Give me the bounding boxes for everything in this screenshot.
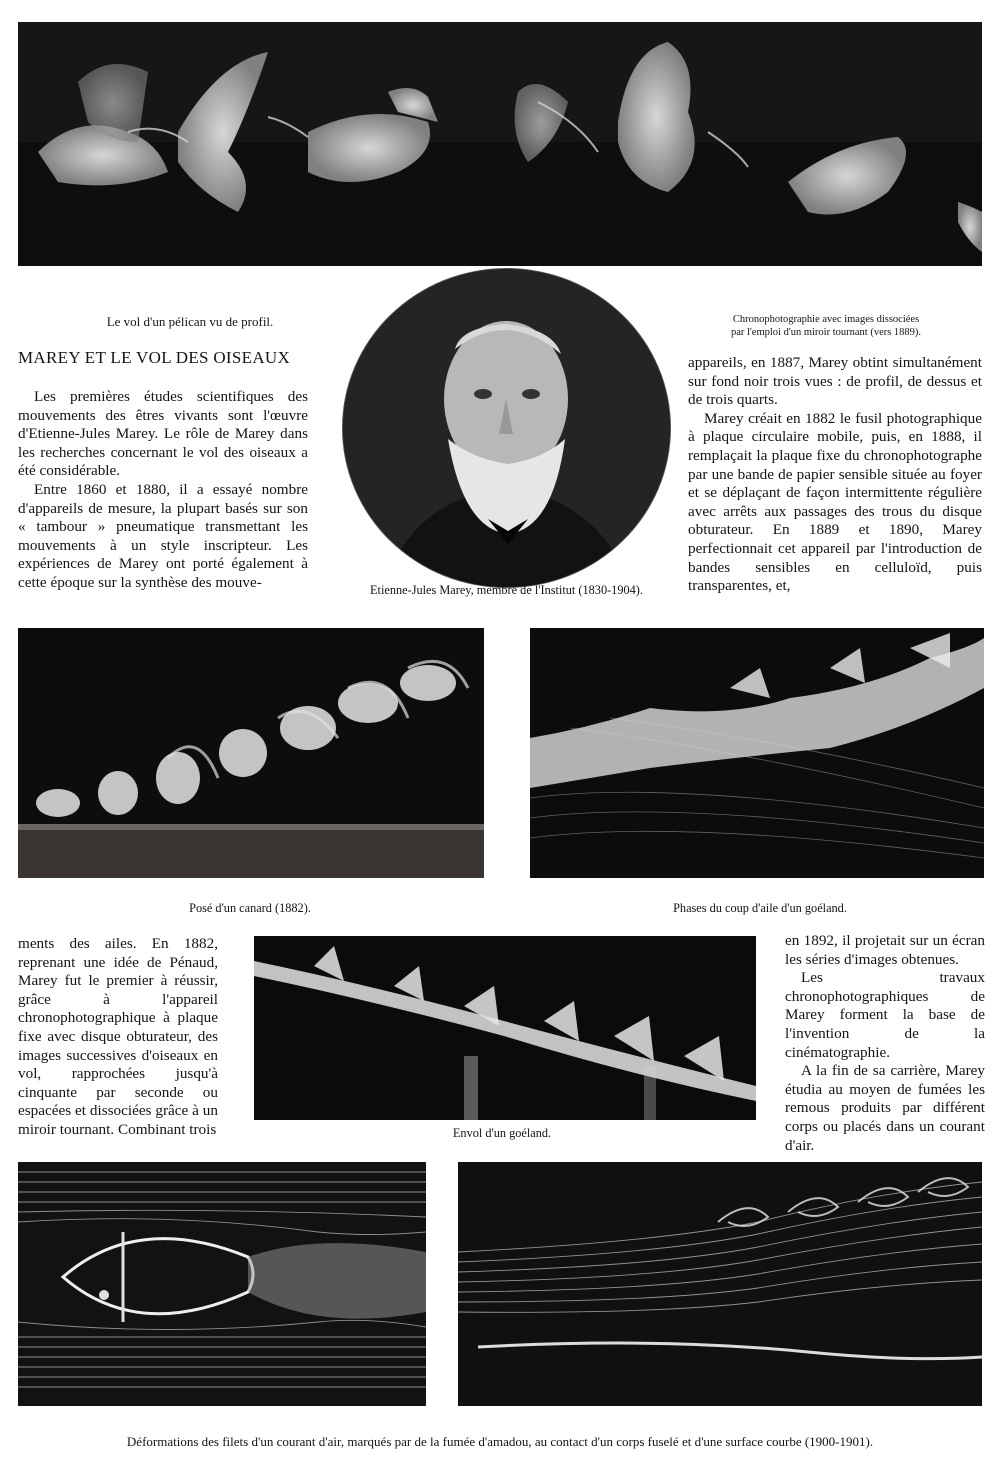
airflow-caption: Déformations des filets d'un courant d'air, marqués par de la fumée d'amadou, au contact d'un corps fuselé et d'une surface courbe (1900-1901). (126, 1434, 874, 1449)
airflow-streamlined-body-photo (18, 1162, 426, 1406)
portrait-caption: Etienne-Jules Marey, membre de l'Institut (1830-1904). (370, 583, 643, 597)
right-column-text (688, 354, 982, 596)
chronophotography-caption (676, 314, 976, 339)
mid-right-paragraph-3: A la fin de sa carrière, Marey étudia au moyen de fumées les remous produits par différent corps ou placés dans un courant d'air. (785, 1062, 985, 1154)
left-column-text (18, 388, 308, 593)
gull-wingbeat-photo (530, 628, 984, 878)
mid-right-column-text (785, 932, 985, 1155)
marey-portrait-photo (343, 269, 670, 587)
right-paragraph-2: Marey créait en 1882 le fusil photographique à plaque circulaire mobile, puis, en 1888, il remplaçait la plaque fixe du chronophotographe par une bande de papier sensible située au foyer et se déplaçant de façon intermittente régulière avec arrêts aux passages des trous du disque obturateur. En 1889 et 1890, Marey perfectionnait cet appareil par l'introduction de bandes sensibles en celluloïd, puis transparentes, et, (688, 409, 982, 595)
chronophotography-caption-line1: Chronophotographie avec images dissociées (732, 314, 920, 325)
mid-right-paragraph-2: Les travaux chronophotographiques de Marey forment la base de l'invention de la cinématographie. (785, 969, 985, 1061)
right-paragraph-1: appareils, en 1887, Marey obtint simultanément sur fond noir trois vues : de profil, de dessus et de trois quarts. (688, 354, 982, 409)
left-paragraph-1: Les premières études scientifiques des mouvements des êtres vivants sont l'œuvre d'Etienne-Jules Marey. Le rôle de Marey dans les recherches concernant le vol des oiseaux a été considérable. (18, 388, 308, 480)
gull-takeoff-caption: Envol d'un goéland. (452, 1126, 552, 1140)
mid-right-paragraph-1: en 1892, il projetait sur un écran les séries d'images obtenues. (785, 932, 985, 968)
gull-takeoff-photo (254, 936, 756, 1120)
gull-phases-caption: Phases du coup d'aile d'un goéland. (673, 901, 847, 915)
mid-left-column-text (18, 935, 218, 1140)
duck-landing-photo (18, 628, 484, 878)
left-paragraph-2: Entre 1860 et 1880, il a essayé nombre d'appareils de mesure, la plupart basés sur son « tambour » pneumatique transmettant les mouvements à un style inscripteur. Les expériences de Marey ont porté également à cette époque sur la synthèse des mouve- (18, 480, 308, 591)
mid-left-paragraph: ments des ailes. En 1882, reprenant une idée de Pénaud, Marey fut le premier à réussir, grâce à l'appareil chronophotographique à plaque fixe avec disque obturateur, des images successives d'oiseaux en vol, rapprochées jusqu'à cinquante par seconde ou espacées et dissociées grâce à un miroir tournant. Combinant trois (18, 935, 218, 1138)
pelican-caption: Le vol d'un pélican vu de profil. (106, 314, 274, 329)
article-heading: MAREY ET LE VOL DES OISEAUX (18, 348, 291, 367)
duck-caption: Posé d'un canard (1882). (189, 901, 311, 915)
airflow-curved-surface-photo (458, 1162, 982, 1406)
pelican-flight-photo (18, 22, 982, 266)
chronophotography-caption-line2: par l'emploi d'un miroir tournant (vers 1889). (730, 326, 922, 338)
